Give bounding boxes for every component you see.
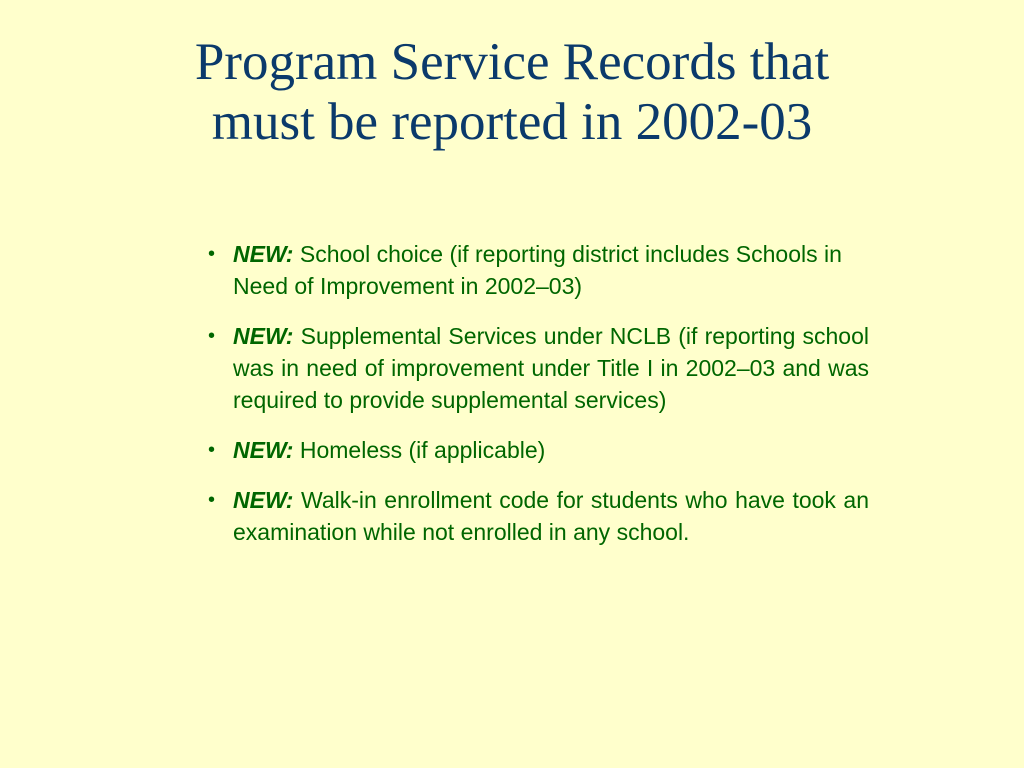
title-line-2: must be reported in 2002-03 [211,93,813,151]
item-text: Homeless (if applicable) [299,437,546,463]
item-text: Walk-in enrollment code for students who have took an examination while not enrolled in any school. [233,487,870,545]
item-text: Supplemental Services under NCLB (if reporting school was in need of improvement under Title I in 2002–03 and was required to provide supplemental services) [233,323,869,413]
item-text: School choice (if reporting district includes Schools in Need of Improvement in 2002–03) [233,241,842,299]
slide-title [0,32,1024,152]
title-line-1: Program Service Records that [194,33,830,91]
bullet-icon: • [208,489,216,511]
list-item [204,320,869,416]
list-item [204,484,869,548]
bullet-icon: • [208,325,216,347]
list-item [204,238,869,302]
new-tag: NEW: [233,241,294,267]
list-item [204,434,869,466]
new-tag: NEW: [233,323,294,349]
bullet-icon: • [208,439,216,461]
new-tag: NEW: [233,487,294,513]
bullet-list [204,238,869,566]
new-tag: NEW: [233,437,294,463]
bullet-icon: • [208,243,216,265]
